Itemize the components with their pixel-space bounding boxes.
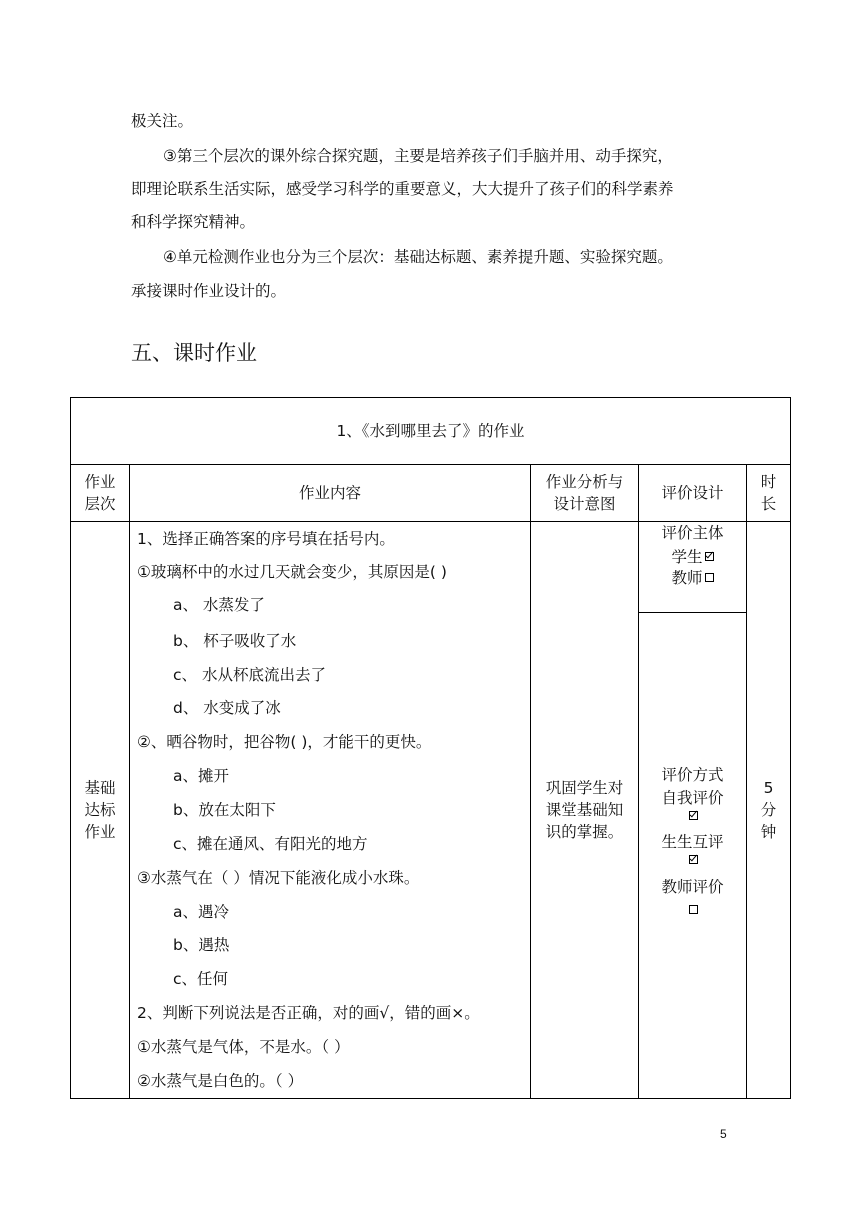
question-line: 1、选择正确答案的序号填在括号内。 (137, 530, 395, 548)
option-line: a、遇冷 (173, 903, 229, 921)
option-line: c、 水从杯底流出去了 (173, 666, 326, 684)
row-duration-line: 5 (763, 779, 774, 797)
row-level-line: 作业 (84, 823, 116, 841)
row-analysis (531, 522, 638, 1098)
eval-peer-check (639, 850, 746, 870)
row-duration (747, 522, 790, 1098)
row-analysis-line: 识的掌握。 (545, 823, 624, 841)
eval-subject-title: 评价主体 (661, 524, 724, 542)
checked-box-icon[interactable] (689, 855, 698, 864)
unchecked-box-icon[interactable] (705, 573, 714, 582)
table-divider (639, 612, 746, 613)
intro-line: 承接课时作业设计的。 (131, 282, 287, 300)
header-level-line: 作业 (84, 473, 116, 491)
table-divider (70, 521, 791, 522)
option-line: c、摊在通风、有阳光的地方 (173, 835, 368, 853)
row-duration-line: 钟 (760, 823, 777, 841)
row-level-line: 达标 (84, 801, 116, 819)
row-duration-line: 分 (760, 801, 777, 819)
row-level-line: 基础 (84, 779, 116, 797)
eval-student-label: 学生 (671, 548, 703, 566)
table-border-right (790, 397, 791, 1099)
header-duration-line: 时 (760, 473, 777, 491)
eval-method-self: 自我评价 (661, 789, 724, 807)
eval-teacher-label: 教师 (671, 569, 703, 587)
header-analysis (531, 465, 638, 521)
page-number: 5 (720, 1127, 727, 1141)
section-heading: 五、课时作业 (131, 341, 257, 365)
option-line: b、放在太阳下 (173, 801, 276, 819)
option-line: b、遇热 (173, 936, 230, 954)
table-border-bottom (70, 1098, 791, 1099)
header-analysis-line: 设计意图 (553, 495, 616, 513)
eval-method-title: 评价方式 (661, 766, 724, 784)
question-line: ②、晒谷物时，把谷物( )，才能干的更快。 (137, 733, 432, 751)
intro-line: ④单元检测作业也分为三个层次：基础达标题、素养提升题、实验探究题。 (163, 248, 673, 266)
unchecked-box-icon[interactable] (689, 905, 698, 914)
option-line: d、 水变成了冰 (173, 699, 281, 717)
table-divider (129, 464, 130, 1099)
table-title: 1、《水到哪里去了》的作业 (336, 422, 525, 440)
header-level (71, 465, 129, 521)
option-line: c、任何 (173, 970, 229, 988)
eval-method-peer: 生生互评 (661, 833, 724, 851)
header-evaluation: 评价设计 (661, 484, 724, 502)
eval-subject-teacher (639, 568, 746, 588)
question-line: ③水蒸气在（ ）情况下能液化成小水珠。 (137, 869, 420, 887)
option-line: a、摊开 (173, 767, 229, 785)
header-level-line: 层次 (84, 495, 116, 513)
checked-box-icon[interactable] (689, 811, 698, 820)
row-analysis-line: 巩固学生对 (545, 779, 624, 797)
intro-line: 极关注。 (131, 112, 194, 130)
row-level (71, 522, 129, 1098)
header-analysis-line: 作业分析与 (545, 473, 624, 491)
checked-box-icon[interactable] (705, 552, 714, 561)
intro-line: 即理论联系生活实际，感受学习科学的重要意义，大大提升了孩子们的科学素养 (131, 180, 674, 198)
intro-line: ③第三个层次的课外综合探究题，主要是培养孩子们手脑并用、动手探究， (163, 147, 673, 165)
header-duration (747, 465, 790, 521)
header-content: 作业内容 (298, 484, 361, 502)
row-analysis-line: 课堂基础知 (545, 801, 624, 819)
question-line: 2、判断下列说法是否正确，对的画√，错的画×。 (137, 1004, 480, 1022)
header-duration-line: 长 (760, 495, 777, 513)
intro-line: 和科学探究精神。 (131, 213, 256, 231)
option-line: a、 水蒸发了 (173, 596, 265, 614)
option-line: b、 杯子吸收了水 (173, 632, 297, 650)
eval-method-teacher: 教师评价 (661, 878, 724, 896)
eval-teacher-check (639, 900, 746, 920)
question-line: ①玻璃杯中的水过几天就会变少，其原因是( ) (137, 563, 447, 581)
question-line: ②水蒸气是白色的。（ ） (137, 1072, 304, 1090)
eval-self-check (639, 806, 746, 826)
question-line: ①水蒸气是气体，不是水。（ ） (137, 1038, 350, 1056)
eval-subject-student (639, 547, 746, 567)
